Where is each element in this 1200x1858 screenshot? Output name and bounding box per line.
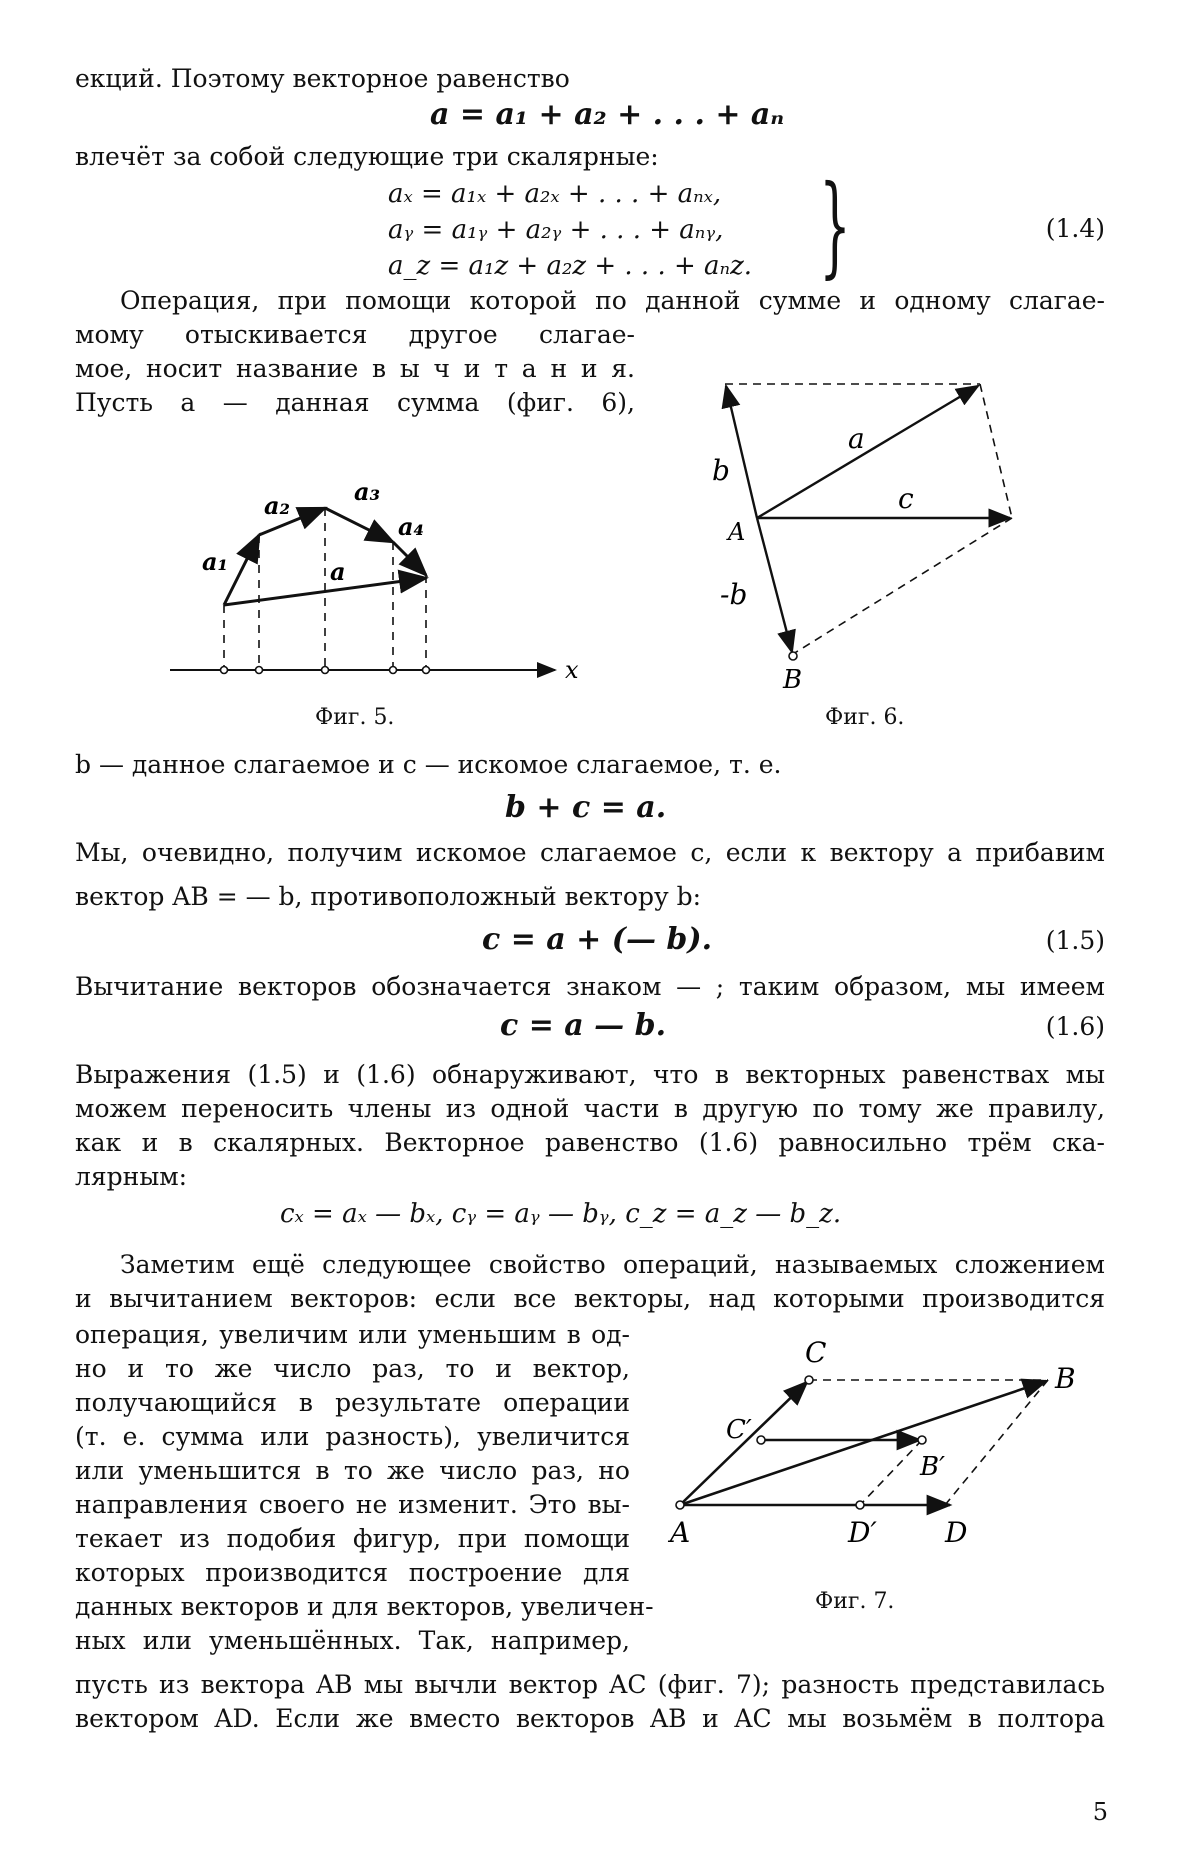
text-line: Мы, очевидно, получим искомое слагаемое c, если к вектору a прибавим bbox=[75, 838, 1105, 867]
label-a: a bbox=[330, 557, 346, 586]
text-line: Заметим ещё следующее свойство операций, называемых сложением bbox=[120, 1250, 1105, 1279]
figure-7-caption: Фиг. 7. bbox=[815, 1589, 895, 1614]
text-line: текает из подобия фигур, при помощи bbox=[75, 1524, 630, 1553]
label-a2: a₂ bbox=[264, 491, 291, 520]
text-line: направления своего не изменит. Это вы- bbox=[75, 1490, 630, 1519]
label-A: A bbox=[670, 1516, 691, 1549]
text-line: Вычитание векторов обозначается знаком — ; таким образом, мы имеем bbox=[75, 972, 1105, 1001]
label-a: a bbox=[848, 422, 865, 455]
text-line: влечёт за собой следующие три скалярные: bbox=[75, 142, 659, 171]
text-line: вектор AB = — b, противоположный вектору b: bbox=[75, 882, 702, 911]
text-line: операция, увеличим или уменьшим в од- bbox=[75, 1320, 630, 1349]
text-line: мое, носит название в ы ч и т а н и я. bbox=[75, 354, 635, 383]
label-C: C bbox=[805, 1336, 827, 1369]
page-number: 5 bbox=[1092, 1798, 1108, 1826]
label-a4: a₄ bbox=[398, 512, 425, 541]
text-line: данных векторов и для векторов, увеличен- bbox=[75, 1592, 654, 1621]
equation-number: (1.5) bbox=[1045, 926, 1105, 955]
text-line: мому отыскивается другое слагае- bbox=[75, 320, 635, 349]
text-line: получающийся в результате операции bbox=[75, 1388, 630, 1417]
equation-vector-sum: a = a₁ + a₂ + . . . + aₙ bbox=[430, 97, 785, 132]
text-line: Выражения (1.5) и (1.6) обнаруживают, что в векторных равенствах мы bbox=[75, 1060, 1105, 1089]
text-line: Пусть a — данная сумма (фиг. 6), bbox=[75, 388, 635, 417]
text-line: но и то же число раз, то и вектор, bbox=[75, 1354, 630, 1383]
text-line: пусть из вектора AB мы вычли вектор AC (фиг. 7); разность представилась bbox=[75, 1670, 1105, 1699]
equation-1-5: c = a + (— b). bbox=[482, 922, 713, 957]
vector-a1 bbox=[224, 535, 259, 605]
figure-6-caption: Фиг. 6. bbox=[825, 705, 905, 730]
label-B: B bbox=[783, 665, 803, 695]
vector-a3 bbox=[325, 508, 393, 542]
text-line: которых производится построение для bbox=[75, 1558, 630, 1587]
equation-components: cₓ = aₓ — bₓ, cᵧ = aᵧ — bᵧ, c_z = a_z — b_z. bbox=[280, 1199, 842, 1229]
text-line: вектором AD. Если же вместо векторов AB и AC мы возьмём в полтора bbox=[75, 1704, 1105, 1733]
label-D: D bbox=[945, 1516, 968, 1549]
text-line: как и в скалярных. Векторное равенство (1.6) равносильно трём ска- bbox=[75, 1128, 1105, 1157]
label-a3: a₃ bbox=[354, 477, 381, 506]
figure-5-caption: Фиг. 5. bbox=[315, 705, 395, 730]
equation-number: (1.4) bbox=[1045, 214, 1105, 243]
equation-1-6: c = a — b. bbox=[500, 1008, 667, 1043]
equation-number: (1.6) bbox=[1045, 1012, 1105, 1041]
text-line: можем переносить члены из одной части в другую по тому же правилу, bbox=[75, 1094, 1105, 1123]
text-line: b — данное слагаемое и c — искомое слагаемое, т. е. bbox=[75, 750, 782, 779]
label-B: B bbox=[1055, 1362, 1076, 1395]
label-a1: a₁ bbox=[202, 547, 229, 576]
text-line: лярным: bbox=[75, 1162, 188, 1191]
text-line: ных или уменьшённых. Так, например, bbox=[75, 1626, 630, 1655]
text-line: екций. Поэтому векторное равенство bbox=[75, 64, 570, 93]
equation-1-4-z: a_z = a₁z + a₂z + . . . + aₙz. bbox=[388, 251, 753, 281]
label-c: c bbox=[898, 482, 914, 515]
label-B-prime: B′ bbox=[920, 1452, 946, 1482]
right-brace: } bbox=[819, 161, 851, 289]
text-line: или уменьшится в то же число раз, но bbox=[75, 1456, 630, 1485]
vector-b bbox=[726, 386, 757, 518]
label-x: x bbox=[565, 656, 579, 684]
label-C-prime: C′ bbox=[726, 1415, 752, 1445]
figure-5 bbox=[160, 470, 590, 700]
equation-b-plus-c: b + c = a. bbox=[505, 790, 667, 825]
text-line: и вычитанием векторов: если все векторы, над которыми производится bbox=[75, 1284, 1105, 1313]
vector-minus-b bbox=[757, 518, 792, 652]
text-line: (т. е. сумма или разность), увеличится bbox=[75, 1422, 630, 1451]
figure-6 bbox=[690, 370, 1030, 700]
figure-7 bbox=[660, 1320, 1100, 1550]
label-A: A bbox=[728, 518, 746, 546]
label-b: b bbox=[712, 454, 730, 487]
equation-1-4-y: aᵧ = a₁ᵧ + a₂ᵧ + . . . + aₙᵧ, bbox=[388, 215, 724, 245]
vector-a4 bbox=[393, 542, 426, 575]
label-minus-b: -b bbox=[720, 578, 748, 611]
equation-1-4-x: aₓ = a₁ₓ + a₂ₓ + . . . + aₙₓ, bbox=[388, 179, 722, 209]
label-D-prime: D′ bbox=[848, 1516, 877, 1549]
vector-a bbox=[757, 386, 978, 518]
text-line: Операция, при помощи которой по данной сумме и одному слагае- bbox=[120, 286, 1105, 315]
